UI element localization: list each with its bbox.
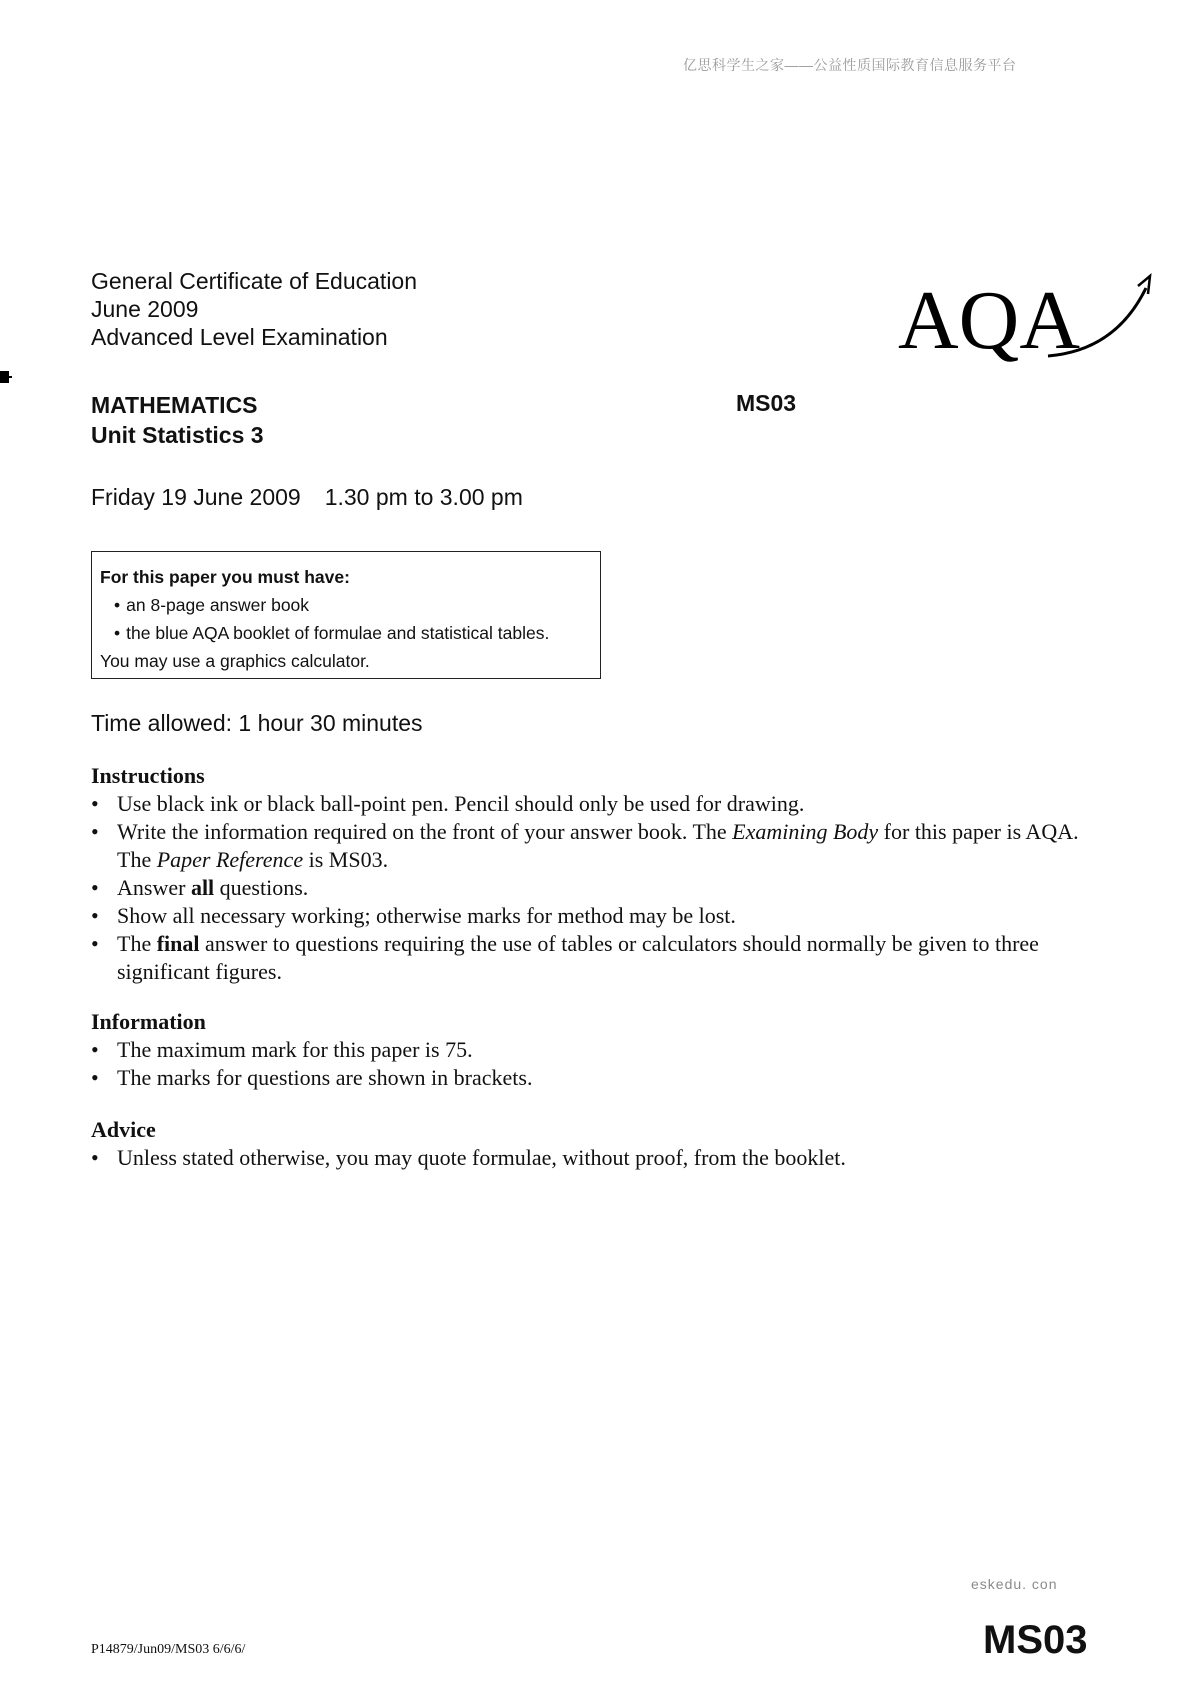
subject-title: MATHEMATICS (91, 392, 258, 418)
instructions-section (91, 762, 1091, 986)
instruction-item: • Use black ink or black ball-point pen. Pencil should only be used for drawing. (91, 790, 1091, 818)
footer-paper-code: MS03 (983, 1618, 1088, 1662)
exam-date-time (91, 484, 523, 511)
watermark-text: 亿思科学生之家——公益性质国际教育信息服务平台 (683, 57, 1017, 73)
calculator-note: You may use a graphics calculator. (100, 651, 370, 671)
svg-text:AQA: AQA (898, 274, 1080, 367)
instruction-item: • Answer all questions. (91, 874, 1091, 902)
advice-heading: Advice (91, 1117, 156, 1142)
exam-header (91, 267, 417, 351)
exam-level: Advanced Level Examination (91, 324, 388, 350)
information-heading: Information (91, 1009, 206, 1034)
instructions-heading: Instructions (91, 763, 205, 788)
instruction-item: • Show all necessary working; otherwise marks for method may be lost. (91, 902, 1091, 930)
site-watermark: eskedu. con (971, 1576, 1058, 1592)
instruction-item: • Write the information required on the front of your answer book. The Examining Body for this paper is AQA. The Paper Reference is MS03. (91, 818, 1091, 874)
aqa-logo (898, 270, 1152, 372)
exam-time: 1.30 pm to 3.00 pm (324, 484, 523, 510)
advice-item: • Unless stated otherwise, you may quote formulae, without proof, from the booklet. (91, 1144, 1091, 1172)
requirements-box (91, 551, 601, 679)
information-item: • The marks for questions are shown in brackets. (91, 1064, 1091, 1092)
advice-section (91, 1116, 1091, 1172)
requirements-heading: For this paper you must have: (100, 567, 350, 587)
qualification-title: General Certificate of Education (91, 268, 418, 294)
information-section (91, 1008, 1091, 1092)
requirement-item: • the blue AQA booklet of formulae and statistical tables. (100, 619, 592, 647)
subject-block (91, 390, 264, 450)
unit-title: Unit Statistics 3 (91, 422, 264, 448)
registration-mark (0, 366, 12, 388)
instruction-item: • The final answer to questions requiring the use of tables or calculators should normally be given to three significant figures. (91, 930, 1091, 986)
paper-code: MS03 (736, 390, 797, 416)
requirement-item: • an 8-page answer book (100, 591, 592, 619)
exam-date: Friday 19 June 2009 (91, 484, 301, 510)
exam-session: June 2009 (91, 296, 199, 322)
time-allowed: Time allowed: 1 hour 30 minutes (91, 710, 423, 736)
information-item: • The maximum mark for this paper is 75. (91, 1036, 1091, 1064)
footer-reference: P14879/Jun09/MS03 6/6/6/ (91, 1642, 246, 1657)
